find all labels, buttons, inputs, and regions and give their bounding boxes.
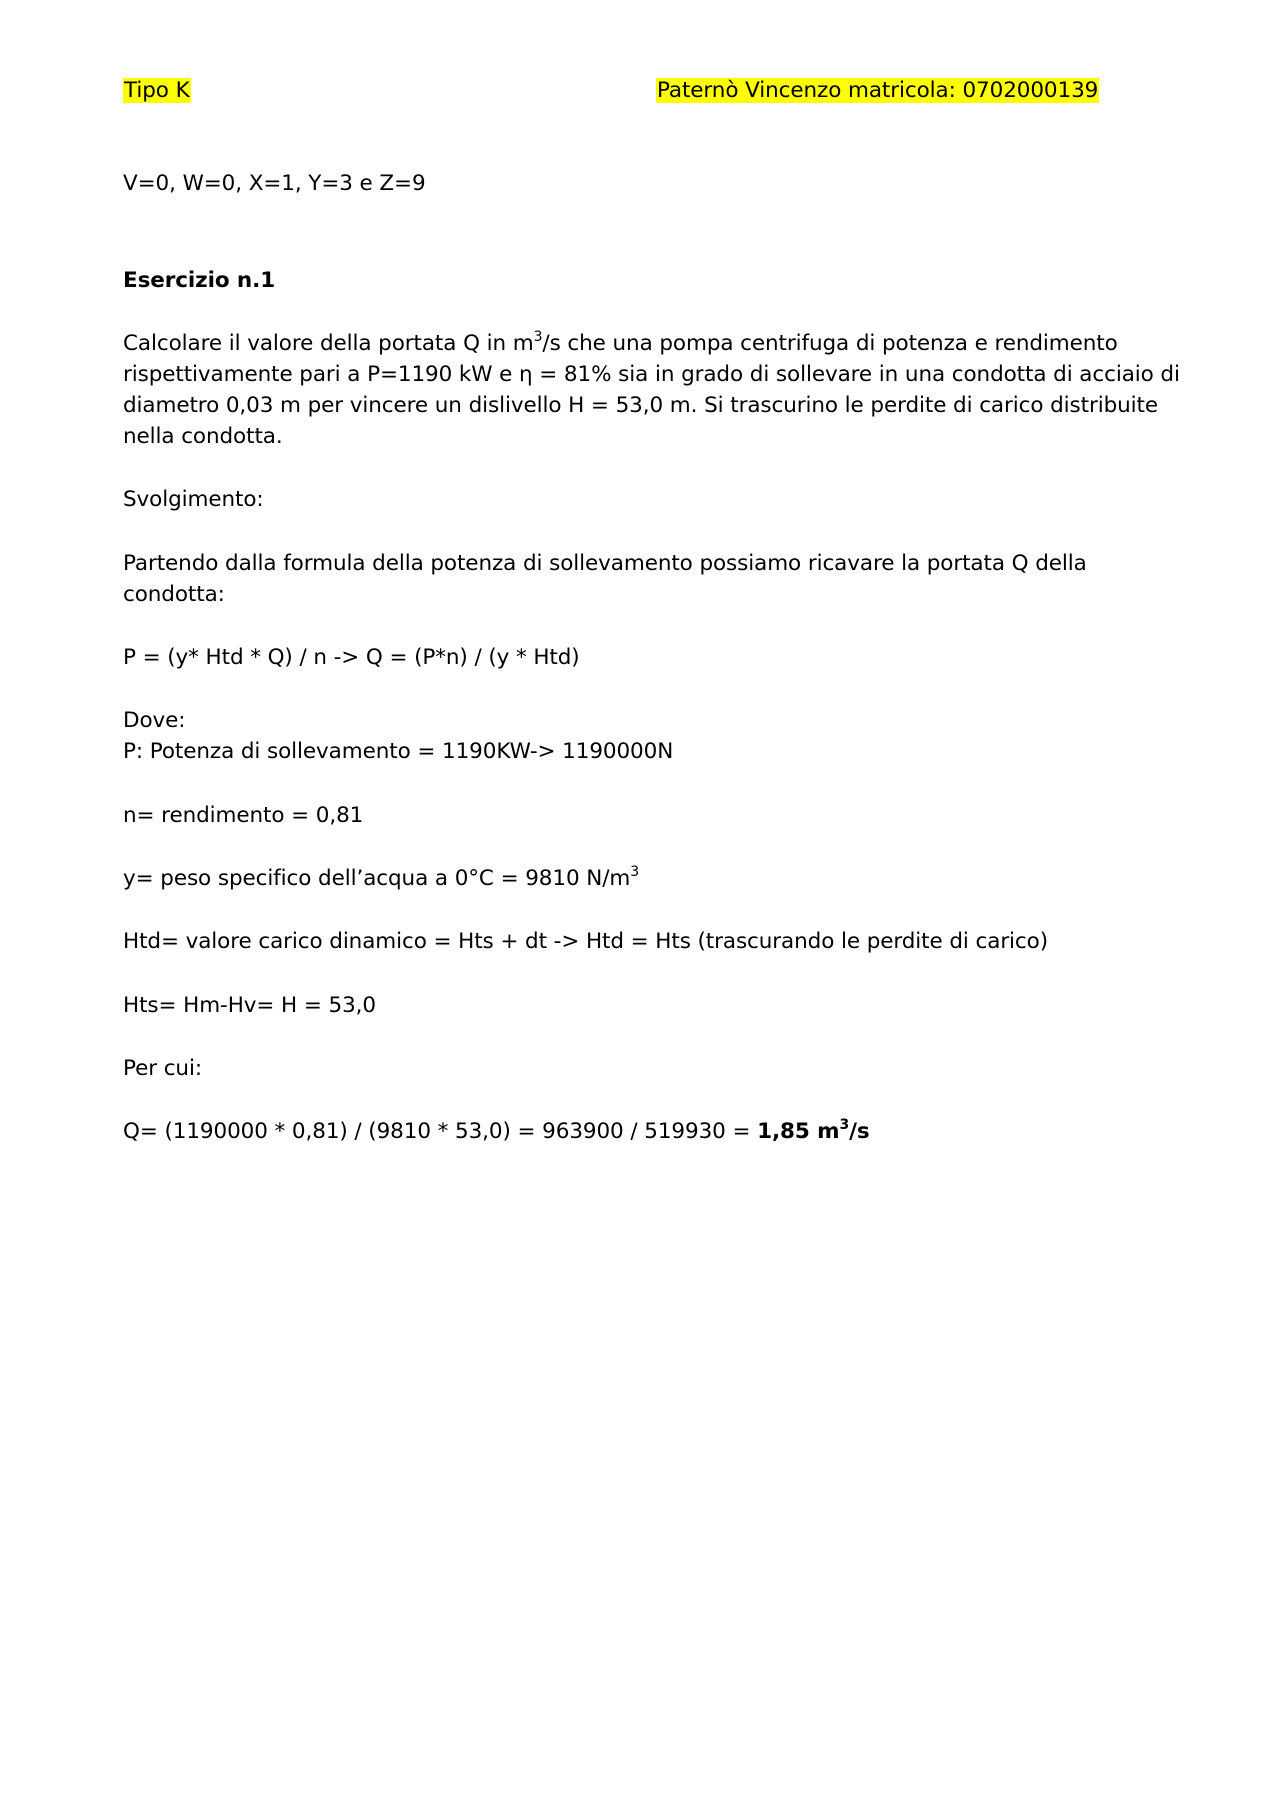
header-tipo [123,78,191,104]
result-prefix: Q= (1190000 * 0,81) / (9810 * 53,0) = 963900 / 519930 = [123,1119,758,1144]
htd-definition: Htd= valore carico dinamico = Hts + dt -> Htd = Hts (trascurando le perdite di carico) [123,929,1048,954]
params-line: V=0, W=0, X=1, Y=3 e Z=9 [123,171,426,196]
solution-intro-line-1: Partendo dalla formula della potenza di sollevamento possiamo ricavare la portata Q della [123,551,1087,576]
result-sup: 3 [839,1116,850,1133]
solution-heading: Svolgimento: [123,487,264,512]
result-value [757,1116,870,1144]
n-definition: n= rendimento = 0,81 [123,803,364,828]
statement-line-1b: /s che una pompa centrifuga di potenza e rendimento [542,331,1118,356]
therefore-label: Per cui: [123,1056,202,1081]
p-definition: P: Potenza di sollevamento = 1190KW-> 1190000N [123,739,674,764]
statement-line-1-sup: 3 [533,328,543,345]
statement-line-2: rispettivamente pari a P=1190 kW e η = 81% sia in grado di sollevare in una condotta di acciaio di [123,362,1180,387]
where-label: Dove: [123,708,186,733]
header-student-text: Paternò Vincenzo matricola: 0702000139 [657,78,1099,103]
result-unit: /s [849,1119,870,1144]
header-tipo-text: Tipo K [124,78,190,103]
statement-line-1 [123,328,1118,357]
formula-line: P = (y* Htd * Q) / n -> Q = (P*n) / (y * Htd) [123,645,580,670]
statement-line-1a: Calcolare il valore della portata Q in m [123,331,534,356]
statement-line-4: nella condotta. [123,424,283,449]
exercise-title: Esercizio n.1 [123,268,276,293]
hts-definition: Hts= Hm-Hv= H = 53,0 [123,993,376,1018]
result-line [123,1116,870,1145]
statement-line-3: diametro 0,03 m per vincere un dislivello H = 53,0 m. Si trascurino le perdite di carico distribuite [123,393,1158,418]
header-student [656,78,1099,104]
y-definition [123,863,640,892]
solution-intro-line-2: condotta: [123,582,225,607]
result-value-number: 1,85 m [757,1119,840,1144]
y-definition-sup: 3 [630,863,640,880]
y-definition-text: y= peso specifico dell’acqua a 0°C = 9810 N/m [123,866,631,891]
